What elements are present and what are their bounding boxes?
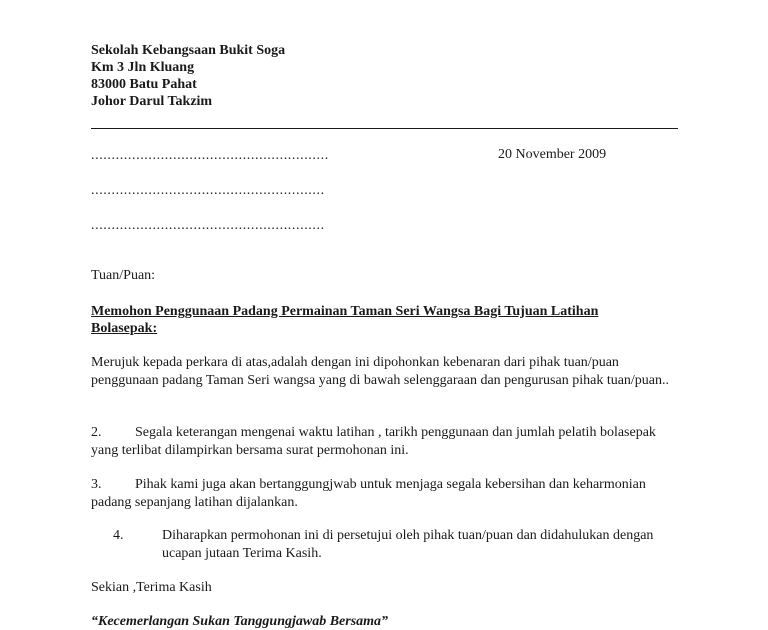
- paragraph-3-number: 3.: [91, 477, 102, 492]
- recipient-line-2: .........................................................: [91, 183, 325, 198]
- motto: “Kecemerlangan Sukan Tanggungjawab Bersama”: [91, 614, 389, 629]
- sender-state: Johor Darul Takzim: [91, 94, 213, 109]
- paragraph-4-text: Diharapkan permohonan ini di persetujui oleh pihak tuan/puan dan didahulukan dengan ucapan jutaan Terima Kasih.: [162, 528, 654, 561]
- paragraph-2-text: Segala keterangan mengenai waktu latihan , tarikh penggunaan dan jumlah pelatih bolasepak yang terlibat dilampirkan bersama surat permohonan ini.: [91, 425, 656, 458]
- sender-street: Km 3 Jln Kluang: [91, 60, 195, 75]
- paragraph-4-number: 4.: [113, 528, 124, 543]
- recipient-line-1: ..........................................................: [91, 148, 329, 163]
- sender-school-name: Sekolah Kebangsaan Bukit Soga: [91, 43, 286, 58]
- sender-postcode-city: 83000 Batu Pahat: [91, 77, 197, 92]
- paragraph-1: Merujuk kepada perkara di atas,adalah dengan ini dipohonkan kebenaran dari pihak tuan/puan penggunaan padang Taman Seri wangsa yang di bawah selenggaraan dan pengurusan pihak tuan/puan..: [91, 355, 670, 388]
- letter-subject: Memohon Penggunaan Padang Permainan Taman Seri Wangsa Bagi Tujuan Latihan Bolasepak:: [91, 304, 599, 336]
- sender-address: [91, 42, 285, 110]
- closing-line: Sekian ,Terima Kasih: [91, 580, 212, 595]
- paragraph-2-number: 2.: [91, 425, 102, 440]
- paragraph-2: [91, 424, 671, 459]
- header-divider: [91, 128, 678, 129]
- paragraph-3: [91, 476, 671, 511]
- paragraph-3-text: Pihak kami juga akan bertanggungjwab untuk menjaga segala kebersihan dan keharmonian padang sepanjang latihan dijalankan.: [91, 477, 646, 510]
- recipient-line-3: .........................................................: [91, 218, 325, 233]
- salutation: Tuan/Puan:: [91, 268, 156, 283]
- letter-date: 20 November 2009: [498, 147, 607, 162]
